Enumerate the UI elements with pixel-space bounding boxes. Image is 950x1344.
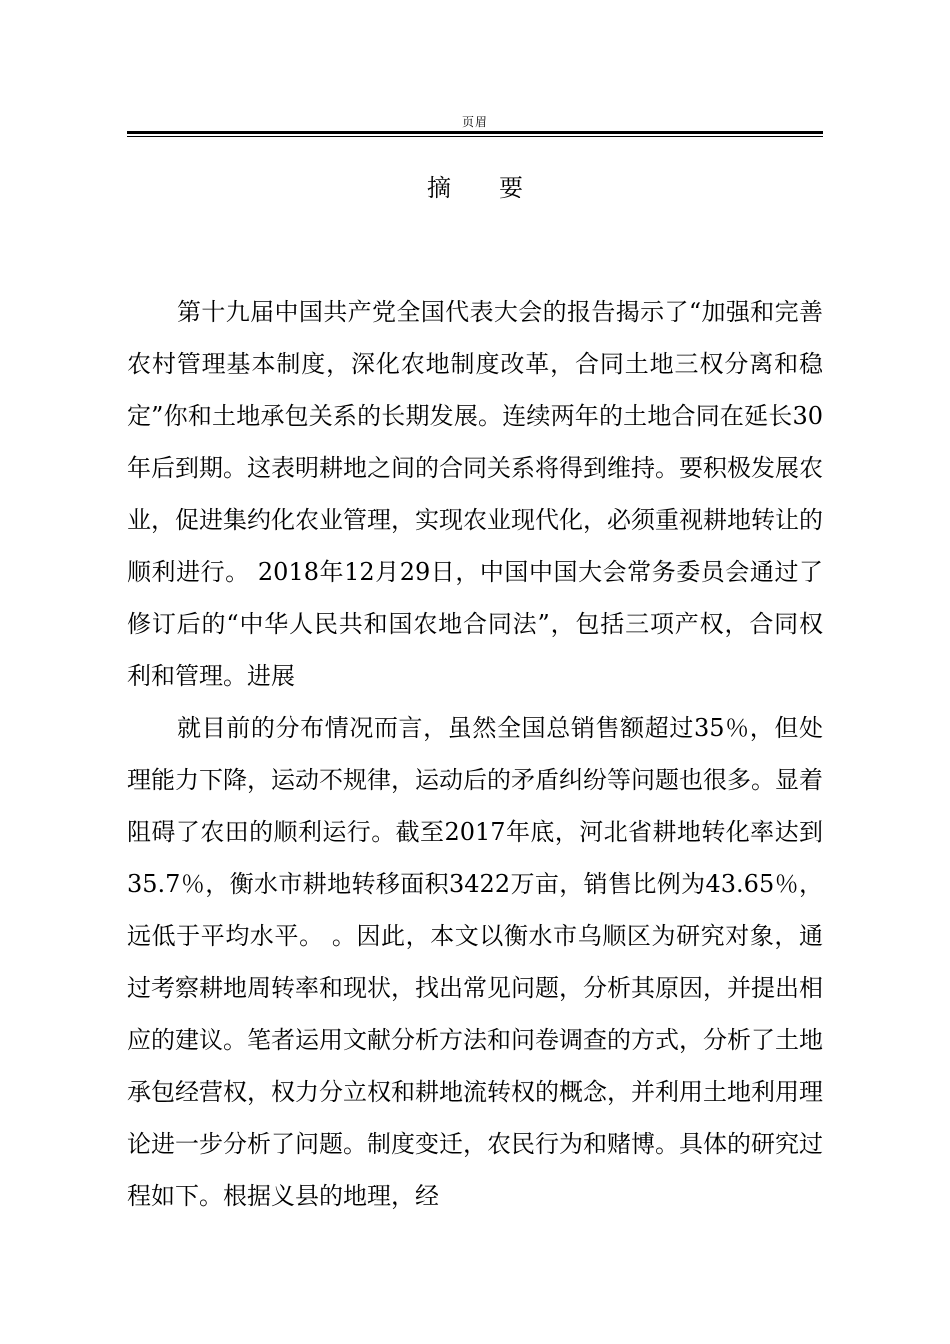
page-header: 页眉 (461, 115, 488, 129)
header-rule-thin (127, 136, 823, 137)
abstract-paragraph-1: 第十九届中国共产党全国代表大会的报告揭示了“加强和完善农村管理基本制度，深化农地制度改革，合同土地三权分离和稳定”你和土地承包关系的长期发展。连续两年的土地合同在延长30年后到期。这表明耕地之间的合同关系将得到维持。要积极发展农业，促进集约化农业管理，实现农业现代化，必须重视耕地转让的顺利进行。 2018年12月29日，中国中国大会常务委员会通过了修订后的“中华人民共和国农地合同法”，包括三项产权，合同权利和管理。进展 (127, 298, 823, 690)
abstract-body (127, 286, 823, 1222)
header-rule-thick (127, 131, 823, 134)
abstract-paragraph-2: 就目前的分布情况而言，虽然全国总销售额超过35％，但处理能力下降，运动不规律，运动后的矛盾纠纷等问题也很多。显着阻碍了农田的顺利运行。截至2017年底，河北省耕地转化率达到35.7％，衡水市耕地转移面积3422万亩，销售比例为43.65％，远低于平均水平。 。因此，本文以衡水市乌顺区为研究对象，通过考察耕地周转率和现状，找出常见问题，分析其原因，并提出相应的建议。笔者运用文献分析方法和问卷调查的方式，分析了土地承包经营权，权力分立权和耕地流转权的概念，并利用土地利用理论进一步分析了问题。制度变迁，农民行为和赌博。具体的研究过程如下。根据义县的地理，经 (127, 714, 823, 1210)
abstract-title: 摘 要 (427, 174, 535, 202)
